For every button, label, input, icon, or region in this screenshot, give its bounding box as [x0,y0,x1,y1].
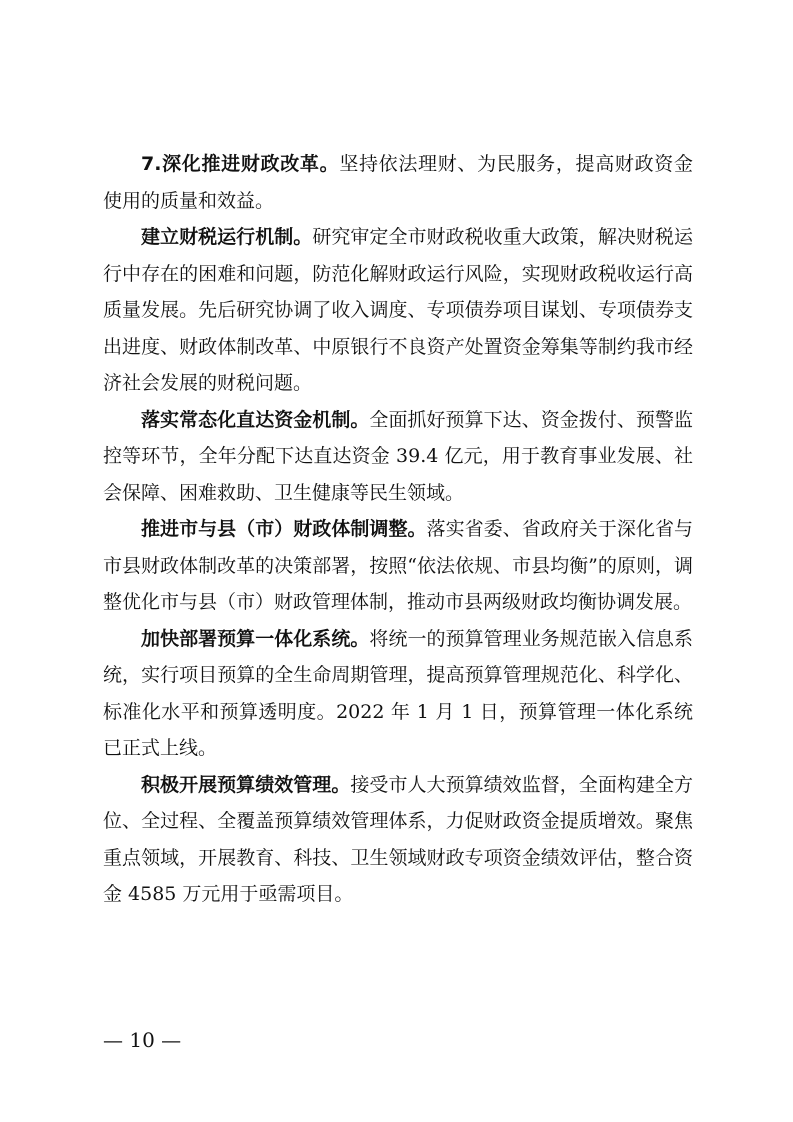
paragraph-text: 坚持依法理财、为民服务，提高财政资金使用的质量和效益。 [103,153,693,212]
paragraph-heading: 建立财税运行机制。 [141,226,313,248]
paragraph-budget-system [103,621,693,767]
paragraph-direct-funds [103,402,693,512]
page-number: — 10 — [103,1028,182,1052]
document-body [103,146,693,913]
paragraph-text: 落实省委、省政府关于深化省与市县财政体制改革的决策部署，按照“依法依规、市县均衡”的原则，调整优化市与县（市）财政管理体制，推动市县两级财政均衡协调发展。 [103,518,693,613]
paragraph-heading: 推进市与县（市）财政体制调整。 [141,518,427,540]
paragraph-text: 接受市人大预算绩效监督，全面构建全方位、全过程、全覆盖预算绩效管理体系，力促财政资金提质增效。聚焦重点领域，开展教育、科技、卫生领域财政专项资金绩效评估，整合资金 4585 万元用于亟需项目。 [103,773,693,905]
paragraph-tax-mechanism [103,219,693,402]
paragraph-heading: 积极开展预算绩效管理。 [141,773,351,796]
paragraph-heading: 落实常态化直达资金机制。 [141,408,370,431]
paragraph-performance [103,767,693,913]
paragraph-heading: 加快部署预算一体化系统。 [141,627,370,650]
paragraph-text: 研究审定全市财政税收重大政策，解决财税运行中存在的困难和问题，防范化解财政运行风险，实现财政税收运行高质量发展。先后研究协调了收入调度、专项债券项目谋划、专项债券支出进度、财政体制改革、中原银行不良资产处置资金筹集等制约我市经济社会发展的财税问题。 [103,226,693,394]
paragraph-county-system [103,511,693,621]
paragraph-text: 全面抓好预算下达、资金拨付、预警监控等环节，全年分配下达直达资金 39.4 亿元，用于教育事业发展、社会保障、困难救助、卫生健康等民生领域。 [103,408,693,504]
paragraph-heading: 7.深化推进财政改革。 [141,153,340,175]
paragraph-fiscal-reform [103,146,693,219]
paragraph-text: 将统一的预算管理业务规范嵌入信息系统，实行项目预算的全生命周期管理，提高预算管理规范化、科学化、标准化水平和预算透明度。2022 年 1 月 1 日，预算管理一体化系统已正式上线。 [103,627,693,759]
